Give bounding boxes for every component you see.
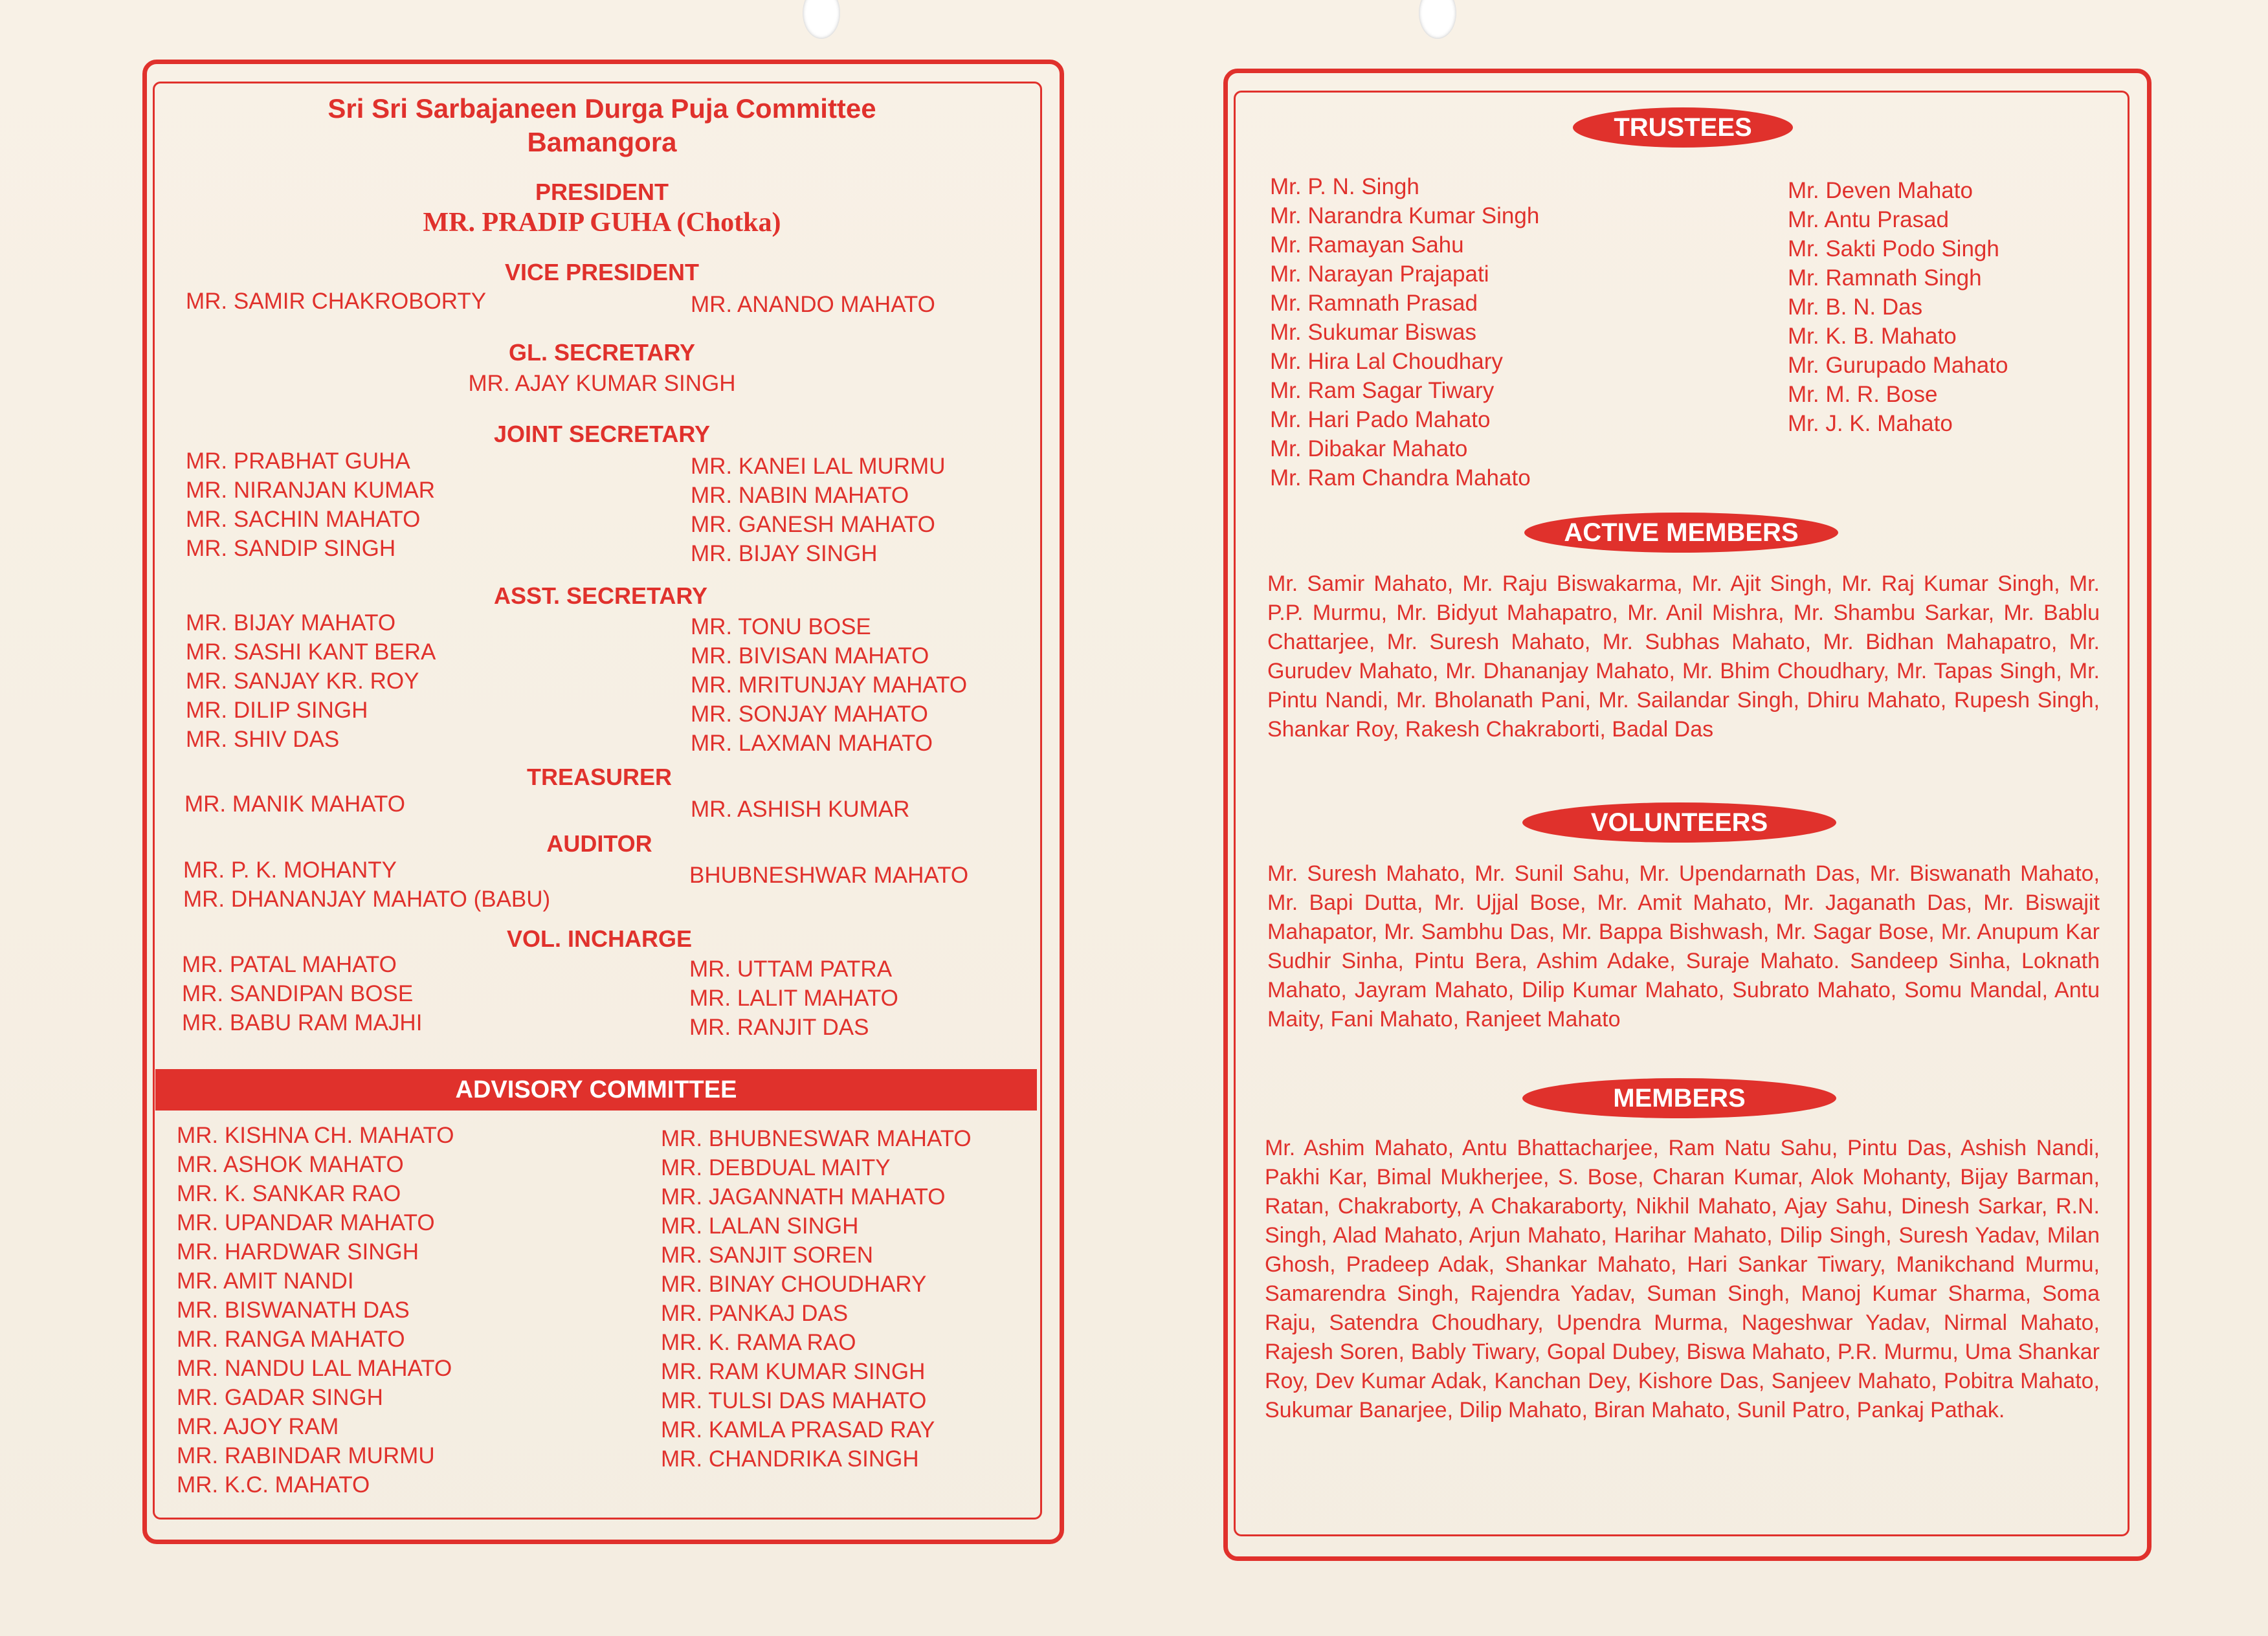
list-item: MR. BISWANATH DAS xyxy=(177,1298,410,1323)
list-item: MR. NABIN MAHATO xyxy=(691,483,909,508)
advisory-committee-heading: ADVISORY COMMITTEE xyxy=(455,1076,737,1103)
list-item: MR. SANJIT SOREN xyxy=(661,1243,874,1268)
auditor-name: BHUBNESHWAR MAHATO xyxy=(689,863,969,888)
trustees-left-list xyxy=(1270,172,1539,492)
list-item: MR. BIJAY MAHATO xyxy=(186,610,396,636)
advisory-committee-banner xyxy=(155,1069,1037,1111)
list-item: Mr. Ram Sagar Tiwary xyxy=(1270,378,1495,403)
list-item: Mr. M. R. Bose xyxy=(1788,382,1938,407)
list-item: MR. K. RAMA RAO xyxy=(661,1330,856,1355)
list-item: MR. TULSI DAS MAHATO xyxy=(661,1388,927,1413)
list-item: Mr. Ramnath Singh xyxy=(1788,265,1982,291)
list-item: Mr. Narayan Prajapati xyxy=(1270,261,1489,287)
vol-incharge-left-list xyxy=(182,950,422,1037)
list-item: MR. UTTAM PATRA xyxy=(689,956,893,982)
list-item: MR. BIVISAN MAHATO xyxy=(691,643,929,669)
list-item: MR. KANEI LAL MURMU xyxy=(691,454,946,479)
advisory-right-list xyxy=(661,1124,972,1474)
list-item: MR. SANDIPAN BOSE xyxy=(182,981,414,1006)
list-item: MR. K.C. MAHATO xyxy=(177,1472,370,1498)
members-paragraph: Mr. Ashim Mahato, Antu Bhattacharjee, Ram Natu Sahu, Pintu Das, Ashish Nandi, Pakhi Kar, Bimal Mukherjee, S. Bose, Charan Kumar, Alok Mohanty, Bijay Barman, Ratan, Chakraborty, A Chakaraborty, Nikhil Mahato, Ajay Sahu, Dinesh Sarkar, R.N. Singh, Alad Mahato, Arjun Mahato, Harihar Mahato, Dilip Singh, Suresh Yadav, Milan Ghosh, Pradeep Adak, Shankar Mahato, Hari Sankar Tiwary, Manikchand Murmu, Samarendra Singh, Rajendra Yadav, Suman Singh, Manoj Kumar Sharma, Soma Raju, Satendra Choudhary, Upendra Murma, Nageshwar Yadav, Nirmal Mahato, Rajesh Soren, Bably Tiwary, Gopal Dubey, Biswa Mahato, P.R. Murmu, Uma Shankar Roy, Dev Kumar Adak, Kanchan Dey, Kishore Das, Sanjeev Mahato, Pobitra Mahato, Sukumar Banarjee, Dilip Mahato, Biran Mahato, Sunil Patro, Pankaj Pathak. xyxy=(1265,1136,2100,1422)
list-item: MR. SANDIP SINGH xyxy=(186,536,396,561)
place-name: Bamangora xyxy=(527,127,677,157)
list-item: MR. RAM KUMAR SINGH xyxy=(661,1359,926,1384)
list-item: MR. KAMLA PRASAD RAY xyxy=(661,1417,935,1443)
list-item: MR. HARDWAR SINGH xyxy=(177,1239,419,1265)
volunteers-heading: VOLUNTEERS xyxy=(1522,802,1836,843)
list-item: Mr. Sakti Podo Singh xyxy=(1788,236,1999,261)
list-item: MR. SACHIN MAHATO xyxy=(186,507,421,532)
list-item: Mr. Antu Prasad xyxy=(1788,207,1950,232)
list-item: MR. NANDU LAL MAHATO xyxy=(177,1356,452,1381)
treasurer-heading: TREASURER xyxy=(526,764,673,790)
vol-incharge-right-list xyxy=(689,955,898,1042)
list-item: Mr. K. B. Mahato xyxy=(1788,324,1957,349)
list-item: MR. BABU RAM MAJHI xyxy=(182,1010,423,1035)
punch-hole xyxy=(1419,0,1456,39)
list-item: MR. RANGA MAHATO xyxy=(177,1327,405,1352)
list-item: MR. PANKAJ DAS xyxy=(661,1301,849,1326)
auditor-heading: AUDITOR xyxy=(546,830,652,857)
asst-secretary-left-list xyxy=(186,608,436,754)
list-item: Mr. P. N. Singh xyxy=(1270,174,1419,199)
list-item: MR. MRITUNJAY MAHATO xyxy=(691,672,968,698)
vice-president-name: MR. ANANDO MAHATO xyxy=(691,292,935,317)
list-item: Mr. Narandra Kumar Singh xyxy=(1270,203,1540,228)
president-name: MR. PRADIP GUHA (Chotka) xyxy=(423,208,781,238)
list-item: Mr. B. N. Das xyxy=(1788,294,1923,320)
list-item: MR. NIRANJAN KUMAR xyxy=(186,478,436,503)
list-item: MR. CHANDRIKA SINGH xyxy=(661,1446,919,1472)
list-item: MR. GANESH MAHATO xyxy=(691,512,935,537)
treasurer-name: MR. ASHISH KUMAR xyxy=(691,797,910,822)
list-item: Mr. Ram Chandra Mahato xyxy=(1270,465,1531,491)
joint-secretary-right-list xyxy=(691,452,945,568)
list-item: Mr. Deven Mahato xyxy=(1788,178,1973,203)
vice-president-name: MR. SAMIR CHAKROBORTY xyxy=(186,289,487,314)
active-members-heading: ACTIVE MEMBERS xyxy=(1524,513,1838,553)
list-item: Mr. Gurupado Mahato xyxy=(1788,353,2008,378)
list-item: MR. GADAR SINGH xyxy=(177,1385,383,1410)
list-item: MR. PRABHAT GUHA xyxy=(186,448,410,474)
treasurer-name: MR. MANIK MAHATO xyxy=(184,791,405,817)
vol-incharge-heading: VOL. INCHARGE xyxy=(506,925,693,952)
list-item: MR. AMIT NANDI xyxy=(177,1268,354,1294)
list-item: MR. UPANDAR MAHATO xyxy=(177,1210,435,1235)
list-item: MR. DHANANJAY MAHATO (BABU) xyxy=(183,887,551,912)
list-item: MR. SANJAY KR. ROY xyxy=(186,669,419,694)
vice-president-heading: VICE PRESIDENT xyxy=(504,259,700,285)
list-item: MR. SONJAY MAHATO xyxy=(691,702,928,727)
list-item: MR. AJOY RAM xyxy=(177,1414,339,1439)
asst-secretary-right-list xyxy=(691,612,967,758)
list-item: MR. JAGANNATH MAHATO xyxy=(661,1184,946,1210)
gl-secretary-name: MR. AJAY KUMAR SINGH xyxy=(468,371,736,396)
list-item: MR. RABINDAR MURMU xyxy=(177,1443,435,1468)
list-item: MR. LAXMAN MAHATO xyxy=(691,731,933,756)
list-item: MR. LALAN SINGH xyxy=(661,1213,859,1239)
list-item: MR. P. K. MOHANTY xyxy=(183,857,397,883)
list-item: MR. K. SANKAR RAO xyxy=(177,1181,401,1206)
list-item: MR. TONU BOSE xyxy=(691,614,871,639)
asst-secretary-heading: ASST. SECRETARY xyxy=(493,582,708,609)
trustees-heading: TRUSTEES xyxy=(1573,107,1793,148)
list-item: Mr. Dibakar Mahato xyxy=(1270,436,1468,461)
list-item: MR. DEBDUAL MAITY xyxy=(661,1155,891,1180)
gl-secretary-heading: GL. SECRETARY xyxy=(508,339,696,366)
list-item: MR. PATAL MAHATO xyxy=(182,952,397,977)
list-item: MR. RANJIT DAS xyxy=(689,1015,869,1040)
list-item: MR. SHIV DAS xyxy=(186,727,340,752)
president-heading: PRESIDENT xyxy=(535,179,669,205)
list-item: MR. KISHNA CH. MAHATO xyxy=(177,1123,454,1148)
punch-hole xyxy=(803,0,840,39)
list-item: Mr. Ramayan Sahu xyxy=(1270,232,1464,258)
active-members-paragraph: Mr. Samir Mahato, Mr. Raju Biswakarma, Mr. Ajit Singh, Mr. Raj Kumar Singh, Mr. P.P. Murmu, Mr. Bidyut Mahapatro, Mr. Anil Mishra, Mr. Shambu Sarkar, Mr. Bablu Chattarjee, Mr. Suresh Mahato, Mr. Subhas Mahato, Mr. Bidhan Mahapatro, Mr. Gurudev Mahato, Mr. Dhananjay Mahato, Mr. Bhim Choudhary, Mr. Tapas Singh, Mr. Pintu Nandi, Mr. Bholanath Pani, Mr. Sailandar Singh, Dhiru Mahato, Rupesh Singh, Shankar Roy, Rakesh Chakraborti, Badal Das xyxy=(1267,571,2100,742)
members-heading: MEMBERS xyxy=(1522,1078,1836,1118)
list-item: MR. ASHOK MAHATO xyxy=(177,1152,404,1177)
advisory-left-list xyxy=(177,1121,454,1499)
list-item: Mr. Hari Pado Mahato xyxy=(1270,407,1491,432)
list-item: MR. DILIP SINGH xyxy=(186,698,368,723)
auditor-left-list xyxy=(183,856,550,914)
org-name: Sri Sri Sarbajaneen Durga Puja Committee xyxy=(328,93,876,124)
list-item: MR. LALIT MAHATO xyxy=(689,986,898,1011)
list-item: Mr. J. K. Mahato xyxy=(1788,411,1953,436)
list-item: MR. BHUBNESWAR MAHATO xyxy=(661,1126,972,1151)
list-item: Mr. Ramnath Prasad xyxy=(1270,291,1478,316)
list-item: Mr. Hira Lal Choudhary xyxy=(1270,349,1503,374)
volunteers-paragraph: Mr. Suresh Mahato, Mr. Sunil Sahu, Mr. Upendarnath Das, Mr. Biswanath Mahato, Mr. Bapi Dutta, Mr. Ujjal Bose, Mr. Amit Mahato, Mr. Jaganath Das, Mr. Biswajit Mahapator, Mr. Sambhu Das, Mr. Bappa Bishwash, Mr. Sagar Bose, Mr. Anupum Kar Sudhir Sinha, Pintu Bera, Ashim Adake, Suraje Mahato. Sandeep Sinha, Loknath Mahato, Jayram Mahato, Dilip Kumar Mahato, Subrato Mahato, Somu Mandal, Antu Maity, Fani Mahato, Ranjeet Mahato xyxy=(1267,861,2100,1032)
list-item: MR. BIJAY SINGH xyxy=(691,541,878,566)
joint-secretary-left-list xyxy=(186,447,435,563)
list-item: MR. BINAY CHOUDHARY xyxy=(661,1272,927,1297)
joint-secretary-heading: JOINT SECRETARY xyxy=(493,421,711,447)
list-item: MR. SASHI KANT BERA xyxy=(186,639,436,665)
trustees-right-list xyxy=(1788,176,2008,438)
list-item: Mr. Sukumar Biswas xyxy=(1270,320,1476,345)
